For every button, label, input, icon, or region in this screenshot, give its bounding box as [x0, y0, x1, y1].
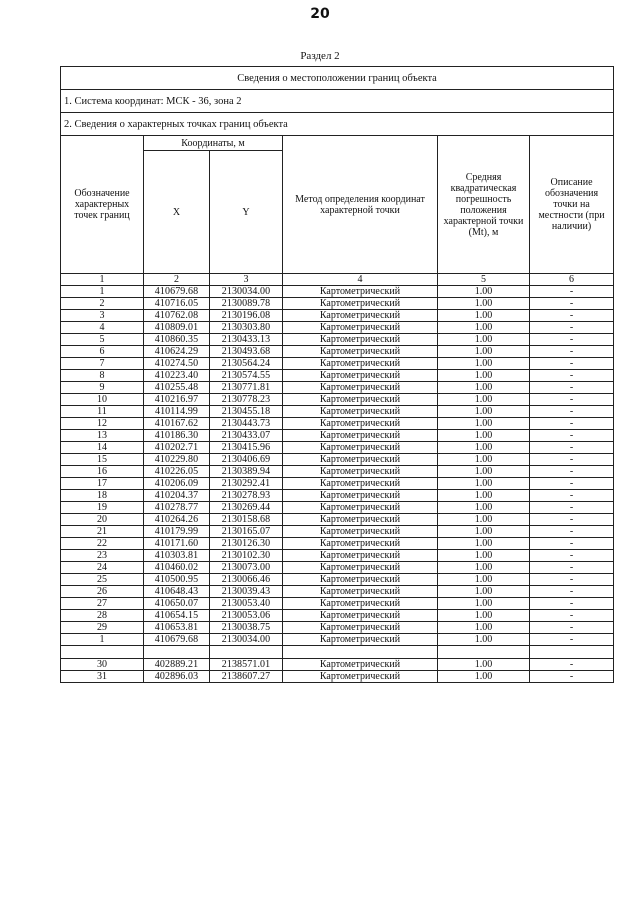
- table-row: [61, 430, 614, 442]
- y-coordinate: 2138607.27: [210, 671, 283, 683]
- error-value: 1.00: [438, 659, 530, 671]
- table-row: [61, 671, 614, 683]
- x-coordinate: 410204.37: [144, 490, 210, 502]
- x-coordinate: 410179.99: [144, 526, 210, 538]
- description: -: [530, 514, 614, 526]
- y-coordinate: 2130443.73: [210, 418, 283, 430]
- method: Картометрический: [283, 622, 438, 634]
- error-value: 1.00: [438, 478, 530, 490]
- y-coordinate: 2130278.93: [210, 490, 283, 502]
- x-coordinate: 410303.81: [144, 550, 210, 562]
- method: Картометрический: [283, 322, 438, 334]
- description: -: [530, 430, 614, 442]
- point-number: 20: [61, 514, 144, 526]
- method: Картометрический: [283, 538, 438, 550]
- description: -: [530, 454, 614, 466]
- x-coordinate: 410167.62: [144, 418, 210, 430]
- method: Картометрический: [283, 586, 438, 598]
- table-row: [61, 610, 614, 622]
- error-value: 1.00: [438, 286, 530, 298]
- description: -: [530, 659, 614, 671]
- x-coordinate: 410186.30: [144, 430, 210, 442]
- point-number: 30: [61, 659, 144, 671]
- x-coordinate: 410229.80: [144, 454, 210, 466]
- method: Картометрический: [283, 382, 438, 394]
- description: -: [530, 298, 614, 310]
- y-coordinate: 2130089.78: [210, 298, 283, 310]
- table-row: [61, 346, 614, 358]
- table-row: [61, 598, 614, 610]
- x-coordinate: 410206.09: [144, 478, 210, 490]
- description: -: [530, 502, 614, 514]
- table-row: [61, 659, 614, 671]
- error-value: 1.00: [438, 430, 530, 442]
- section-label: Раздел 2: [300, 50, 340, 62]
- table-row: [61, 574, 614, 586]
- table-row: [61, 514, 614, 526]
- x-coordinate: 402889.21: [144, 659, 210, 671]
- error-value: 1.00: [438, 346, 530, 358]
- table-row: [61, 442, 614, 454]
- method: Картометрический: [283, 562, 438, 574]
- description: -: [530, 598, 614, 610]
- description: -: [530, 671, 614, 683]
- point-number: 18: [61, 490, 144, 502]
- error-value: 1.00: [438, 370, 530, 382]
- description: -: [530, 478, 614, 490]
- x-coordinate: 410650.07: [144, 598, 210, 610]
- description: -: [530, 574, 614, 586]
- point-number: 8: [61, 370, 144, 382]
- method: Картометрический: [283, 406, 438, 418]
- y-coordinate: 2130389.94: [210, 466, 283, 478]
- blank-row: [61, 646, 614, 659]
- method: Картометрический: [283, 370, 438, 382]
- table-row: [61, 370, 614, 382]
- method: Картометрический: [283, 574, 438, 586]
- y-coordinate: 2130433.13: [210, 334, 283, 346]
- column-numbers-row: [61, 274, 614, 286]
- y-coordinate: 2130073.00: [210, 562, 283, 574]
- table-row: [61, 418, 614, 430]
- method: Картометрический: [283, 358, 438, 370]
- header-description: Описание обозначения точки на местности (при наличии): [530, 136, 614, 274]
- method: Картометрический: [283, 610, 438, 622]
- point-number: 10: [61, 394, 144, 406]
- table-row: [61, 502, 614, 514]
- method: Картометрический: [283, 634, 438, 646]
- y-coordinate: 2130778.23: [210, 394, 283, 406]
- error-value: 1.00: [438, 610, 530, 622]
- column-number: 1: [61, 274, 144, 286]
- point-number: 4: [61, 322, 144, 334]
- y-coordinate: 2130303.80: [210, 322, 283, 334]
- point-number: 7: [61, 358, 144, 370]
- y-coordinate: 2130415.96: [210, 442, 283, 454]
- error-value: 1.00: [438, 538, 530, 550]
- method: Картометрический: [283, 526, 438, 538]
- x-coordinate: 410274.50: [144, 358, 210, 370]
- point-number: 2: [61, 298, 144, 310]
- error-value: 1.00: [438, 394, 530, 406]
- header-x: X: [144, 151, 210, 274]
- point-number: 16: [61, 466, 144, 478]
- x-coordinate: 410226.05: [144, 466, 210, 478]
- table-row: [61, 526, 614, 538]
- description: -: [530, 526, 614, 538]
- point-number: 5: [61, 334, 144, 346]
- coordinates-table: [60, 66, 614, 683]
- description: -: [530, 286, 614, 298]
- x-coordinate: 410762.08: [144, 310, 210, 322]
- y-coordinate: 2130158.68: [210, 514, 283, 526]
- x-coordinate: 410624.29: [144, 346, 210, 358]
- description: -: [530, 586, 614, 598]
- error-value: 1.00: [438, 382, 530, 394]
- x-coordinate: 410809.01: [144, 322, 210, 334]
- error-value: 1.00: [438, 550, 530, 562]
- blank-cell: [210, 646, 283, 659]
- page-number: 20: [310, 6, 330, 22]
- method: Картометрический: [283, 466, 438, 478]
- table-row: [61, 466, 614, 478]
- point-number: 24: [61, 562, 144, 574]
- table-row: [61, 334, 614, 346]
- table-row: [61, 286, 614, 298]
- description: -: [530, 562, 614, 574]
- x-coordinate: 410278.77: [144, 502, 210, 514]
- x-coordinate: 410223.40: [144, 370, 210, 382]
- error-value: 1.00: [438, 514, 530, 526]
- y-coordinate: 2130196.08: [210, 310, 283, 322]
- y-coordinate: 2130564.24: [210, 358, 283, 370]
- point-number: 1: [61, 286, 144, 298]
- method: Картометрический: [283, 310, 438, 322]
- method: Картометрический: [283, 671, 438, 683]
- x-coordinate: 410716.05: [144, 298, 210, 310]
- method: Картометрический: [283, 502, 438, 514]
- error-value: 1.00: [438, 406, 530, 418]
- method: Картометрический: [283, 478, 438, 490]
- point-number: 29: [61, 622, 144, 634]
- blank-cell: [530, 646, 614, 659]
- description: -: [530, 334, 614, 346]
- point-number: 21: [61, 526, 144, 538]
- table-row: [61, 586, 614, 598]
- point-number: 11: [61, 406, 144, 418]
- description: -: [530, 622, 614, 634]
- header-designation: Обозначение характерных точек границ: [61, 136, 144, 274]
- method: Картометрический: [283, 298, 438, 310]
- y-coordinate: 2130406.69: [210, 454, 283, 466]
- error-value: 1.00: [438, 574, 530, 586]
- description: -: [530, 490, 614, 502]
- description: -: [530, 406, 614, 418]
- y-coordinate: 2130034.00: [210, 286, 283, 298]
- description: -: [530, 346, 614, 358]
- x-coordinate: 410860.35: [144, 334, 210, 346]
- y-coordinate: 2130039.43: [210, 586, 283, 598]
- description: -: [530, 394, 614, 406]
- error-value: 1.00: [438, 526, 530, 538]
- method: Картометрический: [283, 346, 438, 358]
- point-number: 25: [61, 574, 144, 586]
- table-row: [61, 622, 614, 634]
- method: Картометрический: [283, 418, 438, 430]
- x-coordinate: 410679.68: [144, 634, 210, 646]
- x-coordinate: 410460.02: [144, 562, 210, 574]
- column-number: 3: [210, 274, 283, 286]
- table-row: [61, 322, 614, 334]
- error-value: 1.00: [438, 442, 530, 454]
- y-coordinate: 2130102.30: [210, 550, 283, 562]
- point-number: 1: [61, 634, 144, 646]
- error-value: 1.00: [438, 466, 530, 478]
- y-coordinate: 2130574.55: [210, 370, 283, 382]
- table-row: [61, 310, 614, 322]
- method: Картометрический: [283, 550, 438, 562]
- table-title: Сведения о местоположении границ объекта: [61, 67, 614, 90]
- x-coordinate: 410216.97: [144, 394, 210, 406]
- method: Картометрический: [283, 514, 438, 526]
- points-heading: 2. Сведения о характерных точках границ объекта: [61, 113, 614, 136]
- description: -: [530, 634, 614, 646]
- x-coordinate: 410648.43: [144, 586, 210, 598]
- y-coordinate: 2130066.46: [210, 574, 283, 586]
- error-value: 1.00: [438, 634, 530, 646]
- y-coordinate: 2130493.68: [210, 346, 283, 358]
- method: Картометрический: [283, 659, 438, 671]
- error-value: 1.00: [438, 671, 530, 683]
- point-number: 12: [61, 418, 144, 430]
- description: -: [530, 442, 614, 454]
- blank-cell: [144, 646, 210, 659]
- point-number: 14: [61, 442, 144, 454]
- x-coordinate: 410255.48: [144, 382, 210, 394]
- error-value: 1.00: [438, 598, 530, 610]
- coordinate-system: 1. Система координат: МСК - 36, зона 2: [61, 90, 614, 113]
- blank-cell: [283, 646, 438, 659]
- y-coordinate: 2130292.41: [210, 478, 283, 490]
- table-row: [61, 478, 614, 490]
- header-method: Метод определения координат характерной точки: [283, 136, 438, 274]
- description: -: [530, 370, 614, 382]
- description: -: [530, 358, 614, 370]
- x-coordinate: 410653.81: [144, 622, 210, 634]
- blank-cell: [438, 646, 530, 659]
- table-row: [61, 562, 614, 574]
- table-row: [61, 454, 614, 466]
- error-value: 1.00: [438, 562, 530, 574]
- table-row: [61, 358, 614, 370]
- column-number: 6: [530, 274, 614, 286]
- description: -: [530, 538, 614, 550]
- x-coordinate: 410654.15: [144, 610, 210, 622]
- method: Картометрический: [283, 286, 438, 298]
- method: Картометрический: [283, 454, 438, 466]
- table-row: [61, 394, 614, 406]
- y-coordinate: 2130269.44: [210, 502, 283, 514]
- point-number: 17: [61, 478, 144, 490]
- point-number: 6: [61, 346, 144, 358]
- description: -: [530, 466, 614, 478]
- y-coordinate: 2130455.18: [210, 406, 283, 418]
- method: Картометрический: [283, 490, 438, 502]
- table-row: [61, 406, 614, 418]
- method: Картометрический: [283, 442, 438, 454]
- x-coordinate: 402896.03: [144, 671, 210, 683]
- point-number: 27: [61, 598, 144, 610]
- table-row: [61, 634, 614, 646]
- point-number: 28: [61, 610, 144, 622]
- point-number: 31: [61, 671, 144, 683]
- description: -: [530, 610, 614, 622]
- point-number: 26: [61, 586, 144, 598]
- method: Картометрический: [283, 430, 438, 442]
- point-number: 3: [61, 310, 144, 322]
- x-coordinate: 410264.26: [144, 514, 210, 526]
- y-coordinate: 2130165.07: [210, 526, 283, 538]
- x-coordinate: 410114.99: [144, 406, 210, 418]
- description: -: [530, 550, 614, 562]
- y-coordinate: 2138571.01: [210, 659, 283, 671]
- error-value: 1.00: [438, 298, 530, 310]
- x-coordinate: 410202.71: [144, 442, 210, 454]
- x-coordinate: 410171.60: [144, 538, 210, 550]
- y-coordinate: 2130038.75: [210, 622, 283, 634]
- error-value: 1.00: [438, 418, 530, 430]
- column-number: 4: [283, 274, 438, 286]
- error-value: 1.00: [438, 310, 530, 322]
- table-row: [61, 550, 614, 562]
- error-value: 1.00: [438, 334, 530, 346]
- column-number: 5: [438, 274, 530, 286]
- error-value: 1.00: [438, 490, 530, 502]
- header-y: Y: [210, 151, 283, 274]
- error-value: 1.00: [438, 322, 530, 334]
- error-value: 1.00: [438, 586, 530, 598]
- point-number: 23: [61, 550, 144, 562]
- description: -: [530, 322, 614, 334]
- error-value: 1.00: [438, 358, 530, 370]
- point-number: 9: [61, 382, 144, 394]
- y-coordinate: 2130034.00: [210, 634, 283, 646]
- y-coordinate: 2130126.30: [210, 538, 283, 550]
- column-number: 2: [144, 274, 210, 286]
- blank-cell: [61, 646, 144, 659]
- error-value: 1.00: [438, 622, 530, 634]
- point-number: 19: [61, 502, 144, 514]
- point-number: 15: [61, 454, 144, 466]
- header-coordinates: Координаты, м: [144, 136, 283, 151]
- method: Картометрический: [283, 394, 438, 406]
- method: Картометрический: [283, 334, 438, 346]
- point-number: 13: [61, 430, 144, 442]
- error-value: 1.00: [438, 502, 530, 514]
- table-row: [61, 298, 614, 310]
- header-error: Средняя квадратическая погрешность положения характерной точки (Mt), м: [438, 136, 530, 274]
- description: -: [530, 382, 614, 394]
- table-row: [61, 382, 614, 394]
- y-coordinate: 2130053.06: [210, 610, 283, 622]
- table-row: [61, 538, 614, 550]
- y-coordinate: 2130433.07: [210, 430, 283, 442]
- point-number: 22: [61, 538, 144, 550]
- table-row: [61, 490, 614, 502]
- error-value: 1.00: [438, 454, 530, 466]
- y-coordinate: 2130771.81: [210, 382, 283, 394]
- x-coordinate: 410679.68: [144, 286, 210, 298]
- y-coordinate: 2130053.40: [210, 598, 283, 610]
- x-coordinate: 410500.95: [144, 574, 210, 586]
- description: -: [530, 418, 614, 430]
- method: Картометрический: [283, 598, 438, 610]
- description: -: [530, 310, 614, 322]
